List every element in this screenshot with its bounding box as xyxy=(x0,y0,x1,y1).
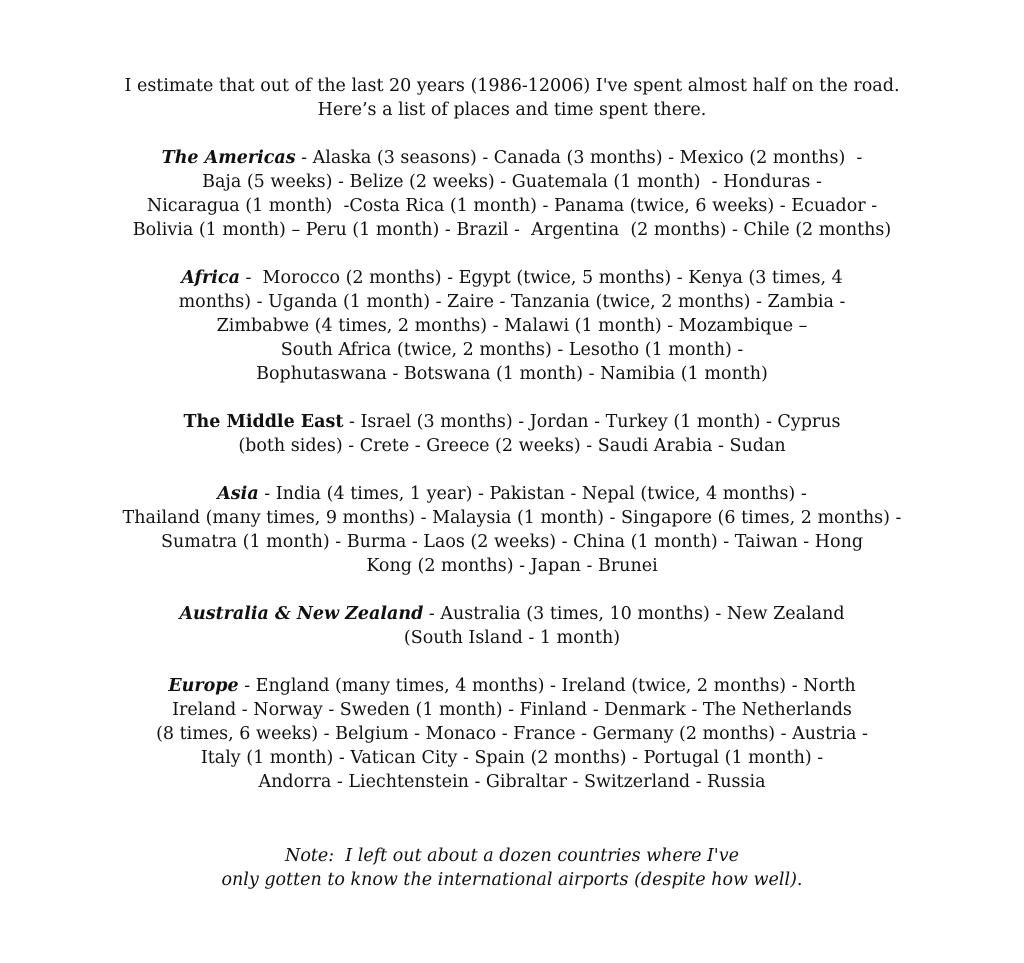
section-first-line xyxy=(0,410,1024,434)
section-first-line xyxy=(0,266,1024,290)
section-australia xyxy=(0,602,1024,650)
section-first-line xyxy=(0,482,1024,506)
section-africa xyxy=(0,266,1024,386)
section-first-line xyxy=(0,602,1024,626)
section-line: Bolivia (1 month) – Peru (1 month) - Brazil - Argentina (2 months) - Chile (2 months) xyxy=(132,220,892,240)
section-line: (both sides) - Crete - Greece (2 weeks) - Saudi Arabia - Sudan xyxy=(238,436,786,456)
region-label-asia: Asia xyxy=(217,484,259,504)
region-label-middle-east: The Middle East xyxy=(183,412,344,432)
section-line: - England (many times, 4 months) - Ireland (twice, 2 months) - North xyxy=(238,676,856,696)
region-label-europe: Europe xyxy=(168,676,239,696)
note-line: Note: I left out about a dozen countries where I've xyxy=(285,846,739,866)
section-line: Sumatra (1 month) - Burma - Laos (2 weeks) - China (1 month) - Taiwan - Hong xyxy=(160,532,864,552)
region-label-australia: Australia & New Zealand xyxy=(179,604,424,624)
section-line: Ireland - Norway - Sweden (1 month) - Finland - Denmark - The Netherlands xyxy=(172,700,852,720)
intro-line: Here’s a list of places and time spent there. xyxy=(317,100,707,120)
section-line: Bophutaswana - Botswana (1 month) - Namibia (1 month) xyxy=(256,364,768,384)
section-line: - Australia (3 times, 10 months) - New Zealand xyxy=(423,604,845,624)
section-line: months) - Uganda (1 month) - Zaire - Tanzania (twice, 2 months) - Zambia - xyxy=(178,292,846,312)
section-line: (8 times, 6 weeks) - Belgium - Monaco - France - Germany (2 months) - Austria - xyxy=(156,724,868,744)
intro-paragraph xyxy=(0,74,1024,122)
section-americas xyxy=(0,146,1024,242)
section-line: - Morocco (2 months) - Egypt (twice, 5 months) - Kenya (3 times, 4 xyxy=(239,268,843,288)
section-middle-east xyxy=(0,410,1024,458)
section-first-line xyxy=(0,674,1024,698)
section-asia xyxy=(0,482,1024,578)
note-line: only gotten to know the international airports (despite how well). xyxy=(221,870,803,890)
section-line: - Alaska (3 seasons) - Canada (3 months) - Mexico (2 months) - xyxy=(295,148,863,168)
footnote xyxy=(0,844,1024,892)
section-line: - India (4 times, 1 year) - Pakistan - Nepal (twice, 4 months) - xyxy=(258,484,807,504)
section-line: (South Island - 1 month) xyxy=(403,628,621,648)
section-line: Thailand (many times, 9 months) - Malaysia (1 month) - Singapore (6 times, 2 months) - xyxy=(122,508,902,528)
section-line: Andorra - Liechtenstein - Gibraltar - Switzerland - Russia xyxy=(258,772,766,792)
section-line: - Israel (3 months) - Jordan - Turkey (1 month) - Cyprus xyxy=(343,412,841,432)
region-label-africa: Africa xyxy=(181,268,240,288)
section-line: Kong (2 months) - Japan - Brunei xyxy=(366,556,658,576)
region-label-americas: The Americas xyxy=(161,148,296,168)
section-first-line xyxy=(0,146,1024,170)
section-line: Baja (5 weeks) - Belize (2 weeks) - Guatemala (1 month) - Honduras - xyxy=(202,172,822,192)
section-europe xyxy=(0,674,1024,794)
section-line: South Africa (twice, 2 months) - Lesotho (1 month) - xyxy=(280,340,744,360)
section-line: Nicaragua (1 month) -Costa Rica (1 month) - Panama (twice, 6 weeks) - Ecuador - xyxy=(146,196,878,216)
section-line: Italy (1 month) - Vatican City - Spain (2 months) - Portugal (1 month) - xyxy=(200,748,824,768)
section-line: Zimbabwe (4 times, 2 months) - Malawi (1 month) - Mozambique – xyxy=(216,316,808,336)
intro-line: I estimate that out of the last 20 years (1986-12006) I've spent almost half on the road. xyxy=(124,76,900,96)
